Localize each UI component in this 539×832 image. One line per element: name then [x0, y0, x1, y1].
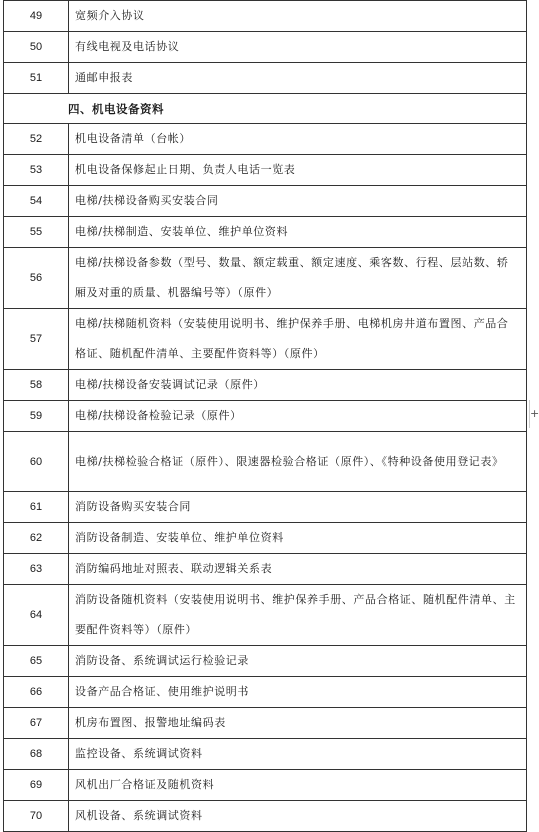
table-row [4, 739, 527, 770]
row-number: 53 [4, 155, 69, 186]
table-row [4, 370, 527, 401]
row-number: 50 [4, 32, 69, 63]
row-number: 70 [4, 801, 69, 832]
row-text: 电梯/扶梯随机资料（安装使用说明书、维护保养手册、电梯机房井道布置图、产品合格证、随机配件清单、主要配件资料等）（原件） [69, 309, 527, 370]
table-row [4, 186, 527, 217]
row-text: 电梯/扶梯制造、安装单位、维护单位资料 [69, 217, 527, 248]
row-text: 宽频介入协议 [69, 1, 527, 32]
table-row [4, 63, 527, 94]
row-text: 消防设备、系统调试运行检验记录 [69, 646, 527, 677]
row-text: 监控设备、系统调试资料 [69, 739, 527, 770]
table-row [4, 646, 527, 677]
row-text: 有线电视及电话协议 [69, 32, 527, 63]
row-text: 机房布置图、报警地址编码表 [69, 708, 527, 739]
table-row [4, 124, 527, 155]
table-row [4, 309, 527, 370]
row-text: 消防设备随机资料（安装使用说明书、维护保养手册、产品合格证、随机配件清单、主要配件资料等）（原件） [69, 585, 527, 646]
row-text: 通邮申报表 [69, 63, 527, 94]
row-text: 机电设备保修起止日期、负责人电话一览表 [69, 155, 527, 186]
row-number: 63 [4, 554, 69, 585]
row-number: 61 [4, 492, 69, 523]
table-row [4, 801, 527, 832]
table-row [4, 770, 527, 801]
table-row [4, 248, 527, 309]
row-text: 电梯/扶梯检验合格证（原件）、限速器检验合格证（原件）、《特种设备使用登记表》 [69, 432, 527, 492]
row-text: 消防设备购买安装合同 [69, 492, 527, 523]
table-row [4, 585, 527, 646]
row-number: 59 [4, 401, 69, 432]
row-number: 67 [4, 708, 69, 739]
row-number: 55 [4, 217, 69, 248]
row-number: 60 [4, 432, 69, 492]
materials-table [3, 0, 527, 832]
row-text: 设备产品合格证、使用维护说明书 [69, 677, 527, 708]
table-row [4, 492, 527, 523]
table-row [4, 217, 527, 248]
table-row [4, 155, 527, 186]
table-row [4, 708, 527, 739]
row-number: 57 [4, 309, 69, 370]
section-title: 四、机电设备资料 [4, 94, 527, 124]
row-number: 65 [4, 646, 69, 677]
row-number: 52 [4, 124, 69, 155]
table-row [4, 523, 527, 554]
row-number: 49 [4, 1, 69, 32]
document-table-sheet [3, 0, 527, 832]
row-text: 风机设备、系统调试资料 [69, 801, 527, 832]
row-number: 68 [4, 739, 69, 770]
row-text: 电梯/扶梯设备购买安装合同 [69, 186, 527, 217]
table-row [4, 677, 527, 708]
edge-plus-icon: + [529, 400, 536, 428]
row-number: 64 [4, 585, 69, 646]
row-text: 消防设备制造、安装单位、维护单位资料 [69, 523, 527, 554]
row-number: 58 [4, 370, 69, 401]
row-number: 69 [4, 770, 69, 801]
table-row [4, 1, 527, 32]
row-text: 电梯/扶梯设备参数（型号、数量、额定载重、额定速度、乘客数、行程、层站数、轿厢及对重的质量、机器编号等）（原件） [69, 248, 527, 309]
row-text: 电梯/扶梯设备安装调试记录（原件） [69, 370, 527, 401]
row-text: 风机出厂合格证及随机资料 [69, 770, 527, 801]
table-row [4, 401, 527, 432]
section-header-row [4, 94, 527, 124]
row-text: 电梯/扶梯设备检验记录（原件） [69, 401, 527, 432]
row-number: 51 [4, 63, 69, 94]
table-row [4, 32, 527, 63]
row-text: 消防编码地址对照表、联动逻辑关系表 [69, 554, 527, 585]
table-row [4, 554, 527, 585]
row-text: 机电设备清单（台帐） [69, 124, 527, 155]
row-number: 66 [4, 677, 69, 708]
table-row [4, 432, 527, 492]
row-number: 56 [4, 248, 69, 309]
row-number: 62 [4, 523, 69, 554]
row-number: 54 [4, 186, 69, 217]
